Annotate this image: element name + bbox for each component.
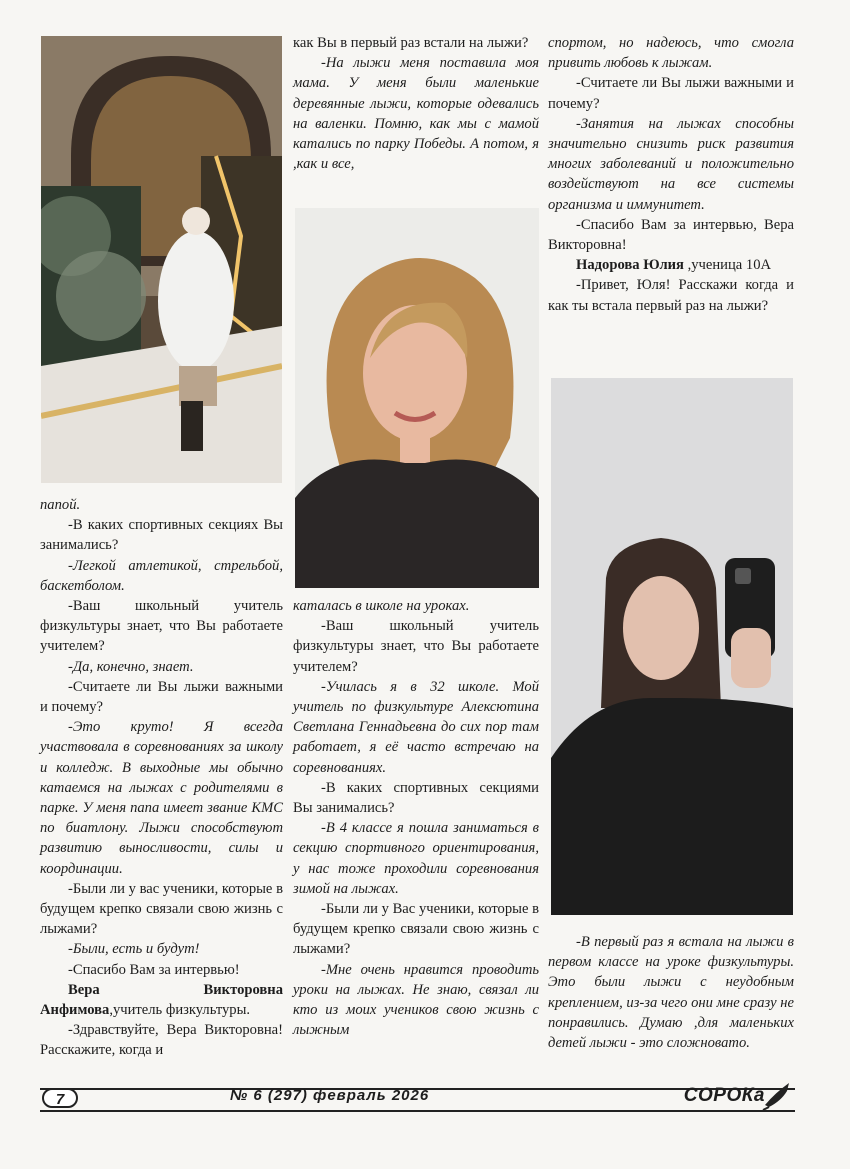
- question: -Ваш школьный учитель физкультуры знает, что Вы работаете учителем?: [293, 618, 539, 675]
- answer: спортом, но надеюсь, что смогла привить любовь к лыжам.: [548, 35, 794, 72]
- paragraph: папой.: [40, 497, 81, 513]
- answer: -Легкой атлетикой, стрельбой, баскетболом.: [40, 557, 283, 594]
- answer: -Мне очень нравится проводить уроки на лыжах. Не знаю, связал ли кто из моих учеников свою жизнь с лыжным: [293, 961, 539, 1039]
- interviewee-name: Вера Викторовна Анфимова: [40, 981, 283, 1019]
- article-column-3-bottom: [548, 932, 794, 1053]
- photo-teacher-winter: [41, 36, 282, 483]
- question: -Считаете ли Вы лыжи важными и почему?: [40, 678, 283, 716]
- question: -Были ли у вас ученики, которые в будущем крепко связали свою жизнь с лыжами?: [40, 880, 283, 938]
- question: -Привет, Юля! Расскажи когда и как ты встала первый раз на лыжи?: [548, 277, 794, 314]
- article-column-3-top: [548, 33, 794, 316]
- question: -В каких спортивных секциями Вы занимались?: [293, 779, 539, 817]
- article-column-1: [40, 495, 283, 1061]
- answer: -На лыжи меня поставила моя мама. У меня были маленькие деревянные лыжи, которые одевались на валенки. Помню, как мы с мамой катались по парку Победы. А потом, я ,как и все,: [293, 55, 539, 173]
- question: -Считаете ли Вы лыжи важными и почему?: [548, 75, 794, 112]
- question: -Ваш школьный учитель физкультуры знает, что Вы работаете учителем?: [40, 598, 283, 655]
- interviewee-intro: [548, 255, 794, 275]
- question: -Были ли у Вас ученики, которые в будущем крепко связали свою жизнь с лыжами?: [293, 901, 539, 958]
- interviewee-role: ,ученица 10А: [683, 257, 772, 274]
- photo-student-selfie: [551, 378, 793, 915]
- question: -Здравствуйте, Вера Викторовна! Расскажите, когда и: [40, 1022, 283, 1059]
- interviewee-intro: [40, 980, 283, 1020]
- question: -Спасибо Вам за интервью!: [68, 961, 240, 978]
- answer: каталась в школе на уроках.: [293, 598, 470, 614]
- article-column-2-bottom: [293, 596, 539, 1040]
- answer: -В первый раз я встала на лыжи в первом классе на уроке физкультуры. Это были лыжи с неудобным креплением, из-за чего они мне сразу не понравились. Думаю ,для маленьких детей лыжи - это сложновато.: [548, 934, 794, 1052]
- interviewee-name: Надорова Юлия: [576, 257, 684, 274]
- answer: -Училась я в 32 школе. Мой учитель по физкультуре Алексютина Светлана Геннадьевна до сих пор там работает, я её часто встречаю на соревнованиях.: [293, 678, 539, 776]
- question: -Спасибо Вам за интервью, Вера Викторовна!: [548, 216, 794, 254]
- answer: -В 4 классе я пошла заниматься в секцию спортивного ориентирования, у нас тоже проходили соревнования зимой на лыжах.: [293, 820, 539, 897]
- answer: -Занятия на лыжах способны значительно снизить риск развития многих заболеваний и положительно воздействуют на все системы организма и иммунитет.: [548, 115, 794, 213]
- page-number: 7: [42, 1088, 78, 1108]
- interviewee-role: ,учитель физкультуры.: [109, 1002, 251, 1019]
- article-column-2-top: [293, 33, 539, 174]
- question: -В каких спортивных секциях Вы занимались?: [40, 517, 283, 554]
- answer: -Были, есть и будут!: [68, 941, 200, 958]
- logo-text: СОРОКа: [683, 1085, 765, 1106]
- question: как Вы в первый раз встали на лыжи?: [293, 35, 529, 51]
- issue-info: № 6 (297) февраль 2026: [230, 1087, 430, 1104]
- answer: -Это круто! Я всегда участвовала в соревнованиях за школу и колледж. В выходные мы обычно катаемся на лыжах с родителями в парке. У меня папа имеет звание КМС по биатлону. Лыжи способствуют развитию выносливости, силы и координации.: [40, 719, 283, 877]
- magpie-icon: [761, 1079, 795, 1111]
- newspaper-logo: [640, 1079, 795, 1111]
- page-footer: [40, 1085, 795, 1111]
- answer: -Да, конечно, знает.: [68, 658, 194, 675]
- photo-teacher-portrait: [295, 208, 539, 588]
